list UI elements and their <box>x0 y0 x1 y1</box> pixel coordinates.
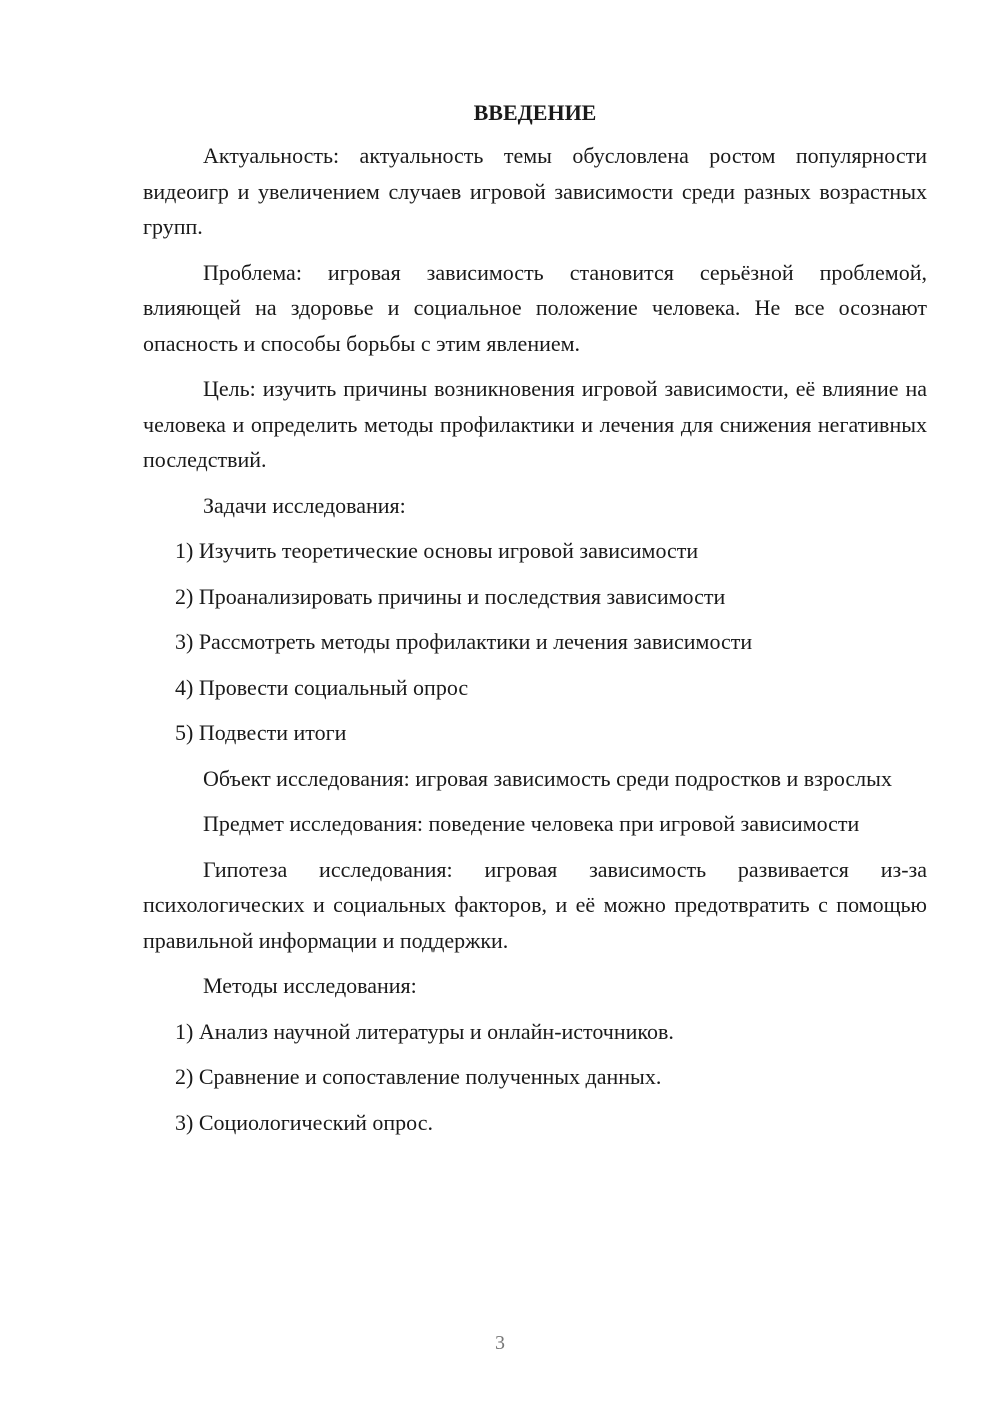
list-item: 1) Изучить теоретические основы игровой зависимости <box>175 538 699 563</box>
tasks-list <box>143 533 927 751</box>
list-item: 5) Подвести итоги <box>175 720 347 745</box>
list-item: 4) Провести социальный опрос <box>175 674 469 700</box>
relevance-paragraph: Актуальность: актуальность темы обусловлена ростом популярности видеоигр и увеличением случаев игровой зависимости среди разных возрастных групп. <box>143 143 927 239</box>
goal-paragraph: Цель: изучить причины возникновения игровой зависимости, её влияние на человека и определить методы профилактики и лечения для снижения негативных последствий. <box>143 376 927 472</box>
list-item: 2) Сравнение и сопоставление полученных данных. <box>175 1064 662 1089</box>
object-paragraph: Объект исследования: игровая зависимость среди подростков и взрослых <box>203 765 892 791</box>
section-title: ВВЕДЕНИЕ <box>473 100 597 125</box>
tasks-heading: Задачи исследования: <box>203 492 406 518</box>
methods-list <box>143 1014 927 1141</box>
list-item: 1) Анализ научной литературы и онлайн-источников. <box>175 1018 674 1044</box>
subject-paragraph: Предмет исследования: поведение человека при игровой зависимости <box>203 811 860 836</box>
list-item: 3) Социологический опрос. <box>175 1109 433 1135</box>
list-item: 3) Рассмотреть методы профилактики и лечения зависимости <box>175 629 753 654</box>
problem-paragraph: Проблема: игровая зависимость становится серьёзной проблемой, влияющей на здоровье и социальное положение человека. Не все осознают опасность и способы борьбы с этим явлением. <box>143 259 927 356</box>
document-body <box>143 95 927 1150</box>
page-number: 3 <box>495 1332 505 1354</box>
hypothesis-paragraph: Гипотеза исследования: игровая зависимость развивается из-за психологических и социальных факторов, и её можно предотвратить с помощью правильной информации и поддержки. <box>143 856 927 953</box>
list-item: 2) Проанализировать причины и последствия зависимости <box>175 583 726 609</box>
methods-heading: Методы исследования: <box>203 973 417 998</box>
